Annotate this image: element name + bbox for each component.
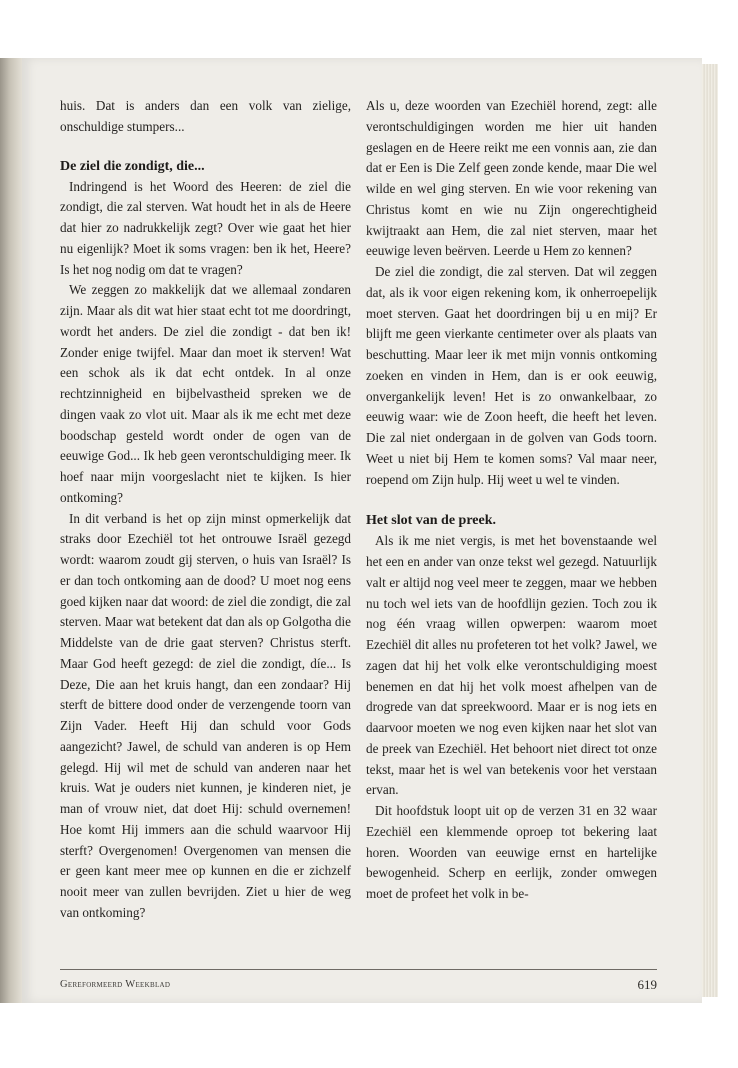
right-paragraph-1: Als u, deze woorden van Ezechiël horend, zegt: alle verontschuldigingen worden me hier uit handen geslagen en de Heere reikt me een vonnis aan, zie dan dat er Een is Die Zelf geen zonde kende, maar Die wel wilde en wel ging sterven. En wie voor rekening van Christus komt en wie nu Zijn ongerechtigheid kwijtraakt aan Hem, die zal niet sterven, maar het eeuwige leven beërven. Leerde u Hem zo kennen? xyxy=(366,98,657,259)
right-paragraph-4: Dit hoofdstuk loopt uit op de verzen 31 en 32 waar Ezechiël een klemmende oproep tot bekering laat horen. Woorden van eeuwige ernst en hartelijke bewogenheid. Scherp en eerlijk, zonder omwegen moet de profeet het volk in be- xyxy=(366,803,657,901)
right-section-heading: Het slot van de preek. xyxy=(366,513,497,529)
left-paragraph-1: huis. Dat is anders dan een volk van zielige, onschuldige stumpers... xyxy=(60,98,351,134)
publication-name: Gereformeerd Weekblad xyxy=(60,979,171,990)
left-paragraph-2: Indringend is het Woord des Heeren: de ziel die zondigt, die zal sterven. Wat houdt het in als de Heere dat hier zo nadrukkelijk zegt? Over wie gaat het hier nu eigenlijk? Moet ik soms vragen: ben ik het, Heere? Is het nog nodig om dat te vragen? xyxy=(60,178,351,277)
left-paragraph-4: In dit verband is het op zijn minst opmerkelijk dat straks door Ezechiël tot het ontrouwe Israël gezegd wordt: waarom zoudt gij sterven, o huis van Israël? Is er dan toch ontkoming aan de dood? U moet nog eens goed kijken naar dat woord: de ziel die zondigt, die zal sterven. Maar wat betekent dat dan als op Golgotha die Middelste van de drie gaat sterven? Christus sterft. Maar God heeft gezegd: de ziel die zondigt, díe... Is Deze, Die aan het kruis hangt, dan een zondaar? Hij sterft de bittere dood onder de verzengende toorn van Zijn Vader. Heeft Hij dan schuld voor Gods aangezicht? Jawel, de schuld van anderen is op Hem gelegd. Hij wil met de schuld van anderen naar het kruis. Wat je ouders niet kunnen, je kinderen niet, je man of vrouw niet, dat doet Hij: schuld overnemen! Hoe komt Hij immers aan die schuld waarvoor Hij sterft? Overgenomen! Overgenomen van mensen die er geen kant meer mee op kunnen en die er zichzelf nooit meer van zullen bevrijden. Ziet u hier de weg van ontkoming? xyxy=(60,510,351,920)
book-binding xyxy=(0,58,22,1003)
right-column xyxy=(366,96,657,905)
page-number: 619 xyxy=(637,977,657,992)
right-paragraph-2: De ziel die zondigt, die zal sterven. Dat wil zeggen dat, als ik voor eigen rekening kom, ik onherroepelijk moet sterven. Gaat het doordringen bij u en mij? Er blijft me geen vierkante centimeter over als plaats van beschutting. Maar leer ik met mijn vonnis ontkoming zoeken en vinden in Hem, dan is er ook eeuwig, onvergankelijk leven! Het is zo onwankelbaar, zo eeuwig waar: wie de Zoon heeft, die heeft het leven. Die zal niet ondergaan in de golven van Gods toorn. Weet u niet bij Hem te komen soms? Val maar neer, roepend om Zijn hulp. Hij weet u wel te vinden. xyxy=(366,264,657,487)
right-paragraph-3: Als ik me niet vergis, is met het bovenstaande wel het een en ander van onze tekst wel gezegd. Natuurlijk valt er altijd nog veel meer te zeggen, maar we hebben nu toch wel iets van de hoofdlijn gezien. Toch zou ik nog één vraag willen opwerpen: waarom moet Ezechiël dit alles nu profeteren tot het volk? Jawel, we zagen dat hij het volk elke verontschuldiging moest benemen en dat hij het volk moest afhelpen van de drogrede van dat spreekwoord. Maar er is nog iets en daarvoor moeten we nog even kijken naar het slot van de preek van Ezechiël. Het behoort niet direct tot onze tekst, maar het is wel van betekenis voor het verstaan ervan. xyxy=(366,533,657,798)
left-section-heading: De ziel die zondigt, die... xyxy=(60,158,205,174)
left-paragraph-3: We zeggen zo makkelijk dat we allemaal zondaren zijn. Maar als dit wat hier staat echt tot me doordringt, wordt het anders. De ziel die zondigt - dat ben ik! Zonder enige twijfel. Maar dan moet ik sterven! Wat een schok als ik dat echt ontdek. In al onze rechtzinnigheid en bijbelvastheid spreken we de dingen vaak zo vlot uit. Maar als ik me echt met deze boodschap gesteld wordt onder de ogen van de eeuwige God... Ik heb geen verontschuldiging meer. Ik hoef naar mijn voorgeslacht niet te kijken. Is hier ontkoming? xyxy=(60,282,351,505)
left-column xyxy=(60,96,351,924)
page-edges xyxy=(702,64,718,997)
footer-rule xyxy=(60,969,657,970)
